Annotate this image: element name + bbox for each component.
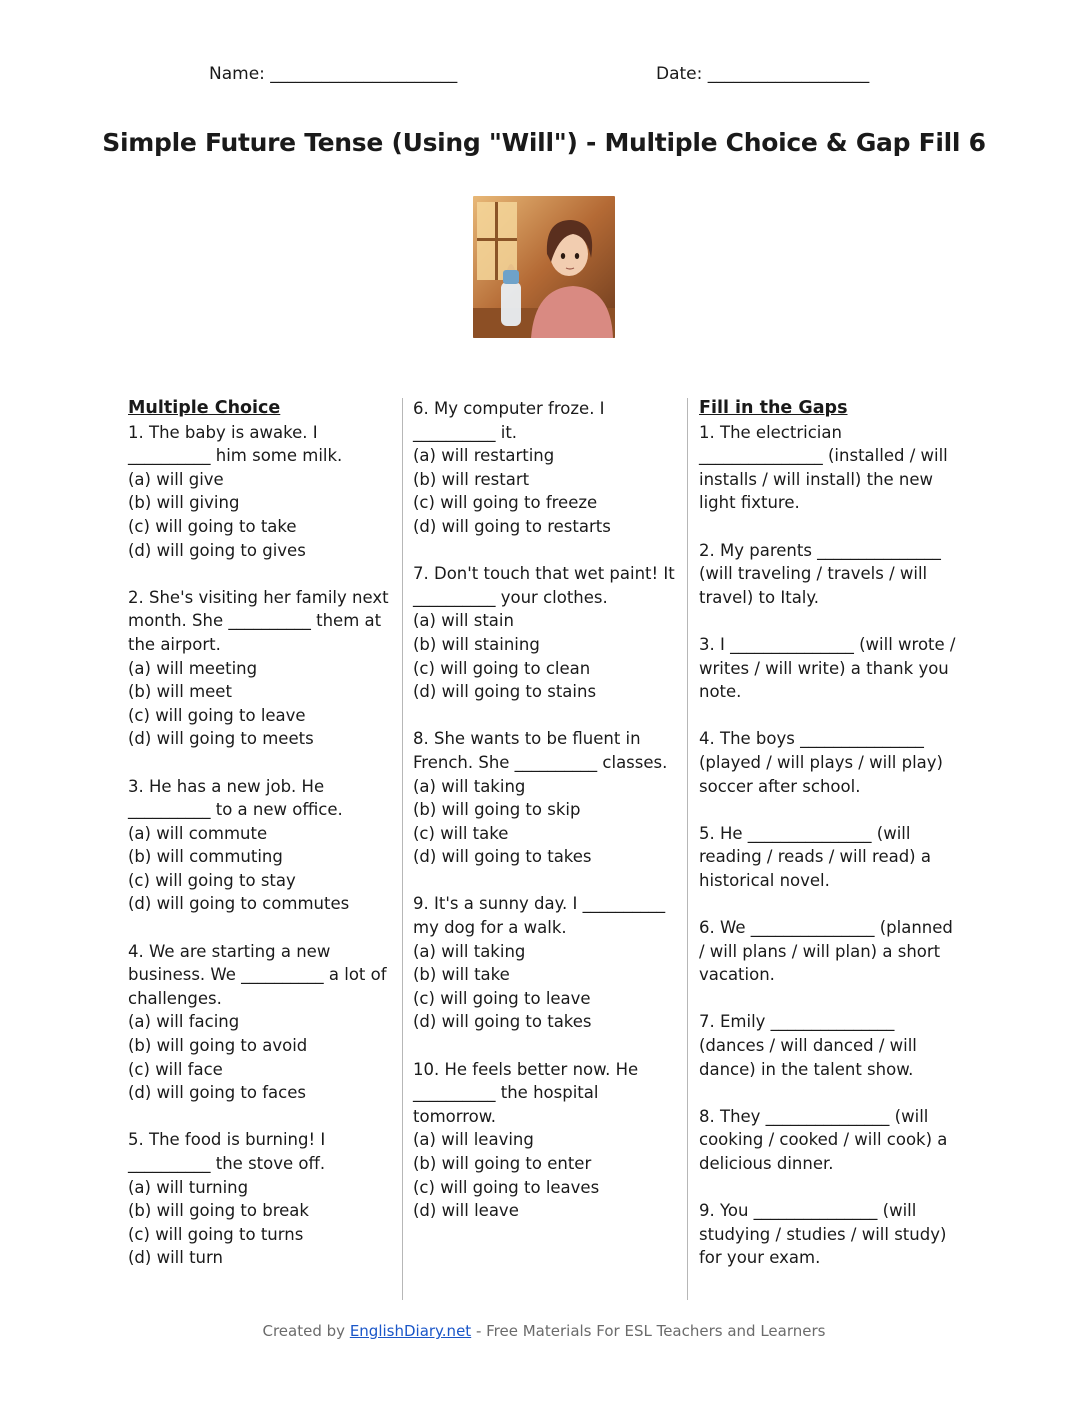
question-prompt: 4. We are starting a new business. We __________ a lot of challenges. bbox=[128, 941, 387, 1008]
name-field: Name: ______________________ bbox=[209, 64, 458, 84]
answer-option: (d) will going to restarts bbox=[413, 516, 611, 536]
column-divider bbox=[402, 398, 403, 1300]
gap-fill-item: 6. We _______________ (planned / will plans / will plan) a short vacation. bbox=[699, 918, 953, 985]
answer-option: (a) will meeting bbox=[128, 658, 258, 678]
answer-option: (c) will going to clean bbox=[413, 658, 591, 678]
answer-option: (b) will going to break bbox=[128, 1201, 309, 1221]
answer-option: (d) will going to stains bbox=[413, 682, 597, 702]
question-prompt: 9. It's a sunny day. I __________ my dog for a walk. bbox=[413, 894, 666, 938]
answer-option: (b) will giving bbox=[128, 493, 240, 513]
answer-option: (b) will going to skip bbox=[413, 800, 581, 820]
answer-option: (d) will going to takes bbox=[413, 1012, 592, 1032]
answer-option: (a) will taking bbox=[413, 941, 526, 961]
date-field: Date: ___________________ bbox=[656, 64, 870, 84]
answer-option: (a) will turning bbox=[128, 1177, 249, 1197]
answer-option: (d) will going to gives bbox=[128, 540, 306, 560]
question bbox=[413, 727, 675, 869]
question bbox=[128, 775, 390, 917]
question bbox=[413, 892, 675, 1034]
answer-option: (d) will turn bbox=[128, 1248, 223, 1268]
answer-option: (b) will staining bbox=[413, 634, 540, 654]
answer-option: (c) will take bbox=[413, 823, 509, 843]
answer-option: (a) will restarting bbox=[413, 446, 555, 466]
question-prompt: 8. She wants to be fluent in French. She __________ classes. bbox=[413, 729, 668, 772]
answer-option: (c) will face bbox=[128, 1059, 223, 1079]
answer-option: (a) will give bbox=[128, 469, 224, 489]
answer-option: (c) will going to stay bbox=[128, 870, 296, 890]
answer-option: (a) will leaving bbox=[413, 1130, 534, 1150]
answer-option: (a) will stain bbox=[413, 611, 514, 631]
answer-option: (d) will going to commutes bbox=[128, 894, 350, 914]
gap-fill-item: 7. Emily _______________ (dances / will danced / will dance) in the talent show. bbox=[699, 1012, 917, 1079]
answer-option: (c) will going to leave bbox=[413, 988, 591, 1008]
footer-suffix: - Free Materials For ESL Teachers and Learners bbox=[471, 1322, 826, 1340]
answer-option: (a) will commute bbox=[128, 823, 268, 843]
gap-fill-item: 4. The boys _______________ (played / will plays / will play) soccer after school. bbox=[699, 729, 943, 796]
footer-prefix: Created by bbox=[262, 1322, 350, 1340]
question-prompt: 10. He feels better now. He __________ the hospital tomorrow. bbox=[413, 1059, 639, 1126]
answer-option: (c) will going to freeze bbox=[413, 493, 598, 513]
question bbox=[413, 562, 675, 704]
multiple-choice-heading: Multiple Choice bbox=[128, 398, 281, 418]
question bbox=[128, 586, 390, 751]
answer-option: (a) will taking bbox=[413, 776, 526, 796]
question-prompt: 5. The food is burning! I __________ the stove off. bbox=[128, 1130, 326, 1173]
answer-option: (b) will meet bbox=[128, 682, 232, 702]
question bbox=[128, 940, 390, 1105]
question bbox=[128, 421, 390, 563]
question bbox=[128, 1128, 390, 1270]
question-prompt: 6. My computer froze. I __________ it. bbox=[413, 399, 605, 442]
gap-fill-column bbox=[699, 397, 961, 1294]
question-prompt: 3. He has a new job. He __________ to a new office. bbox=[128, 776, 343, 820]
answer-option: (d) will going to faces bbox=[128, 1083, 306, 1103]
column-divider bbox=[687, 398, 688, 1300]
answer-option: (c) will going to take bbox=[128, 516, 297, 536]
answer-option: (c) will going to leave bbox=[128, 705, 306, 725]
englishdiary-link[interactable]: EnglishDiary.net bbox=[349, 1322, 472, 1340]
answer-option: (c) will going to turns bbox=[128, 1224, 304, 1244]
gap-fill-item: 1. The electrician _______________ (installed / will installs / will install) the new light fixture. bbox=[699, 422, 948, 513]
gap-fill-heading: Fill in the Gaps bbox=[699, 398, 848, 418]
answer-option: (b) will take bbox=[413, 965, 510, 985]
answer-option: (b) will going to enter bbox=[413, 1154, 592, 1173]
gap-fill-item: 9. You _______________ (will studying / studies / will study) for your exam. bbox=[699, 1201, 947, 1268]
worksheet-title: Simple Future Tense (Using "Will") - Multiple Choice & Gap Fill 6 bbox=[102, 128, 986, 157]
answer-option: (b) will restart bbox=[413, 469, 530, 489]
gap-fill-item: 5. He _______________ (will reading / reads / will read) a historical novel. bbox=[699, 823, 931, 890]
multiple-choice-column-2 bbox=[413, 397, 675, 1246]
question bbox=[413, 397, 675, 539]
answer-option: (d) will leave bbox=[413, 1201, 519, 1221]
answer-option: (b) will commuting bbox=[128, 847, 283, 867]
answer-option: (b) will going to avoid bbox=[128, 1036, 308, 1056]
question-prompt: 1. The baby is awake. I __________ him some milk. bbox=[128, 422, 343, 466]
multiple-choice-column-1 bbox=[128, 397, 390, 1294]
woman-with-baby-bottle-illustration bbox=[473, 196, 615, 338]
footer bbox=[0, 1322, 1088, 1340]
answer-option: (a) will facing bbox=[128, 1012, 240, 1032]
question bbox=[413, 1058, 675, 1223]
answer-option: (d) will going to meets bbox=[128, 729, 314, 749]
answer-option: (d) will going to takes bbox=[413, 847, 592, 867]
question-prompt: 7. Don't touch that wet paint! It __________ your clothes. bbox=[413, 564, 675, 607]
answer-option: (c) will going to leaves bbox=[413, 1177, 600, 1197]
gap-fill-item: 8. They _______________ (will cooking / cooked / will cook) a delicious dinner. bbox=[699, 1106, 948, 1173]
gap-fill-item: 2. My parents _______________ (will traveling / travels / will travel) to Italy. bbox=[699, 540, 941, 607]
gap-fill-item: 3. I _______________ (will wrote / writes / will write) a thank you note. bbox=[699, 634, 956, 702]
question-prompt: 2. She's visiting her family next month. She __________ them at the airport. bbox=[128, 587, 389, 654]
